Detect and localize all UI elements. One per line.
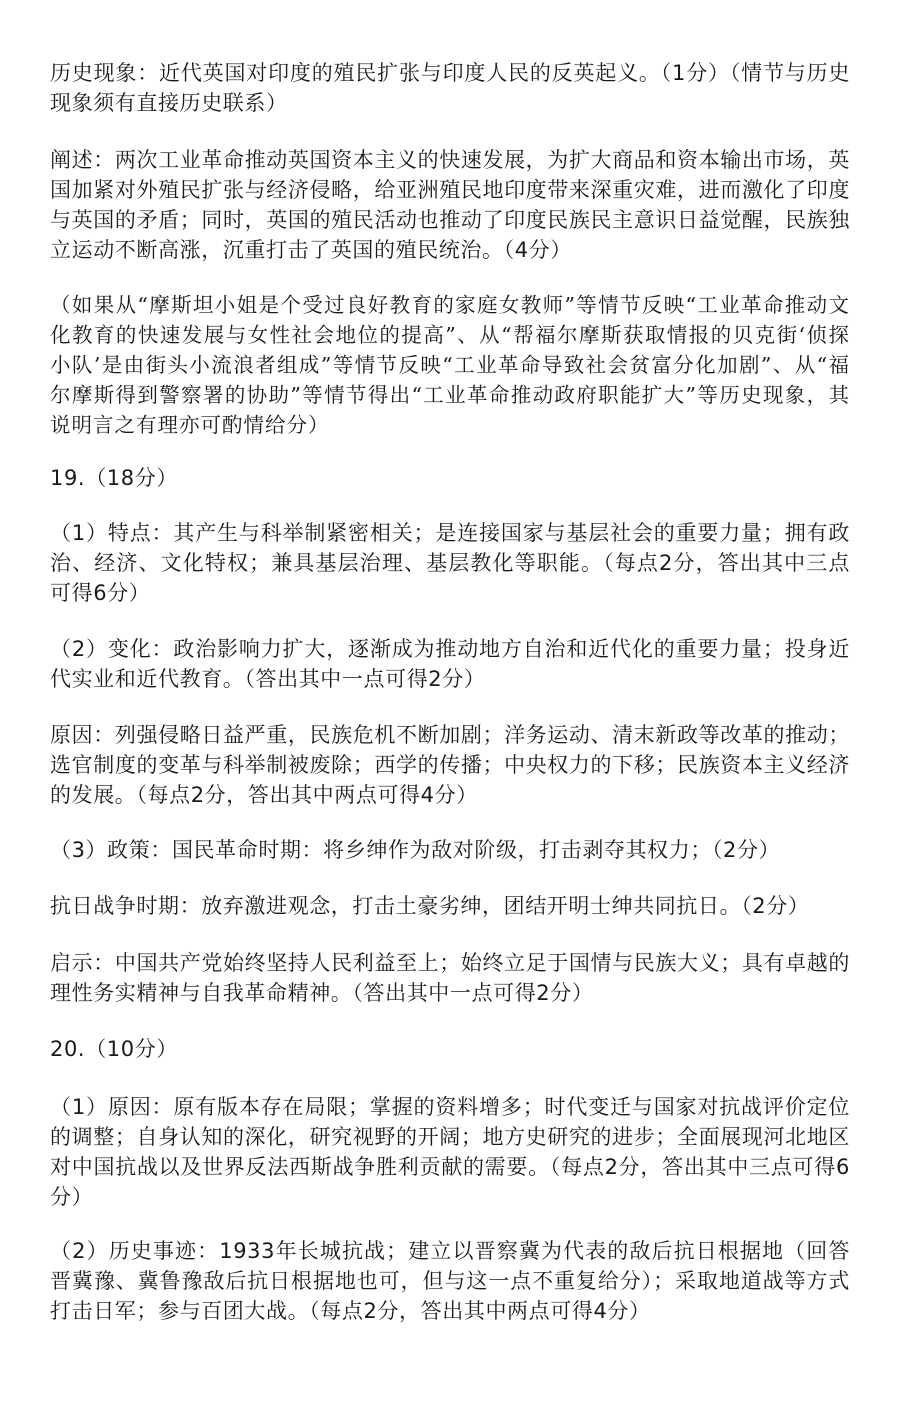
q19-part3-policy: （3）政策：国民革命时期：将乡绅作为敌对阶级，打击剥夺其权力；（2分） — [50, 838, 781, 862]
q19-part3-inspiration: 启示：中国共产党始终坚持人民利益至上；始终立足于国情与民族大义；具有卓越的理性务实精神与自我革命精神。（答出其中一点可得2分） — [50, 951, 850, 1005]
question-19-heading: 19.（18分） — [50, 466, 178, 490]
q19-part2-changes: （2）变化：政治影响力扩大，逐渐成为推动地方自治和近代化的重要力量；投身近代实业和近代教育。（答出其中一点可得2分） — [50, 637, 850, 691]
question-20-heading: 20.（10分） — [50, 1037, 178, 1061]
q19-part3-war-period: 抗日战争时期：放弃激进观念，打击土豪劣绅，团结开明士绅共同抗日。（2分） — [50, 894, 810, 918]
q19-part1-characteristics: （1）特点：其产生与科举制紧密相关；是连接国家与基层社会的重要力量；拥有政治、经济、文化特权；兼具基层治理、基层教化等职能。（每点2分，答出其中三点可得6分） — [50, 521, 850, 605]
q20-part1-reasons: （1）原因：原有版本存在局限；掌握的资料增多；时代变迁与国家对抗战评价定位的调整；自身认知的深化，研究视野的开阔；地方史研究的进步；全面展现河北地区对中国抗战以及世界反法西斯战争胜利贡献的需要。（每点2分，答出其中三点可得6分） — [50, 1095, 850, 1209]
q20-part2-deeds: （2）历史事迹：1933年长城抗战；建立以晋察冀为代表的敌后抗日根据地（回答晋冀豫、冀鲁豫敌后抗日根据地也可，但与这一点不重复给分）；采取地道战等方式打击日军；参与百团大战。（每点2分，答出其中两点可得4分） — [50, 1239, 850, 1323]
elaboration-paragraph: 阐述：两次工业革命推动英国资本主义的快速发展，为扩大商品和资本输出市场，英国加紧对外殖民扩张与经济侵略，给亚洲殖民地印度带来深重灾难，进而激化了印度与英国的矛盾；同时，英国的殖民活动也推动了印度民族民主意识日益觉醒，民族独立运动不断高涨，沉重打击了英国的殖民统治。（4分） — [50, 148, 850, 262]
scoring-note-paragraph: （如果从“摩斯坦小姐是个受过良好教育的家庭女教师”等情节反映“工业革命推动文化教育的快速发展与女性社会地位的提高”、从“帮福尔摩斯获取情报的贝克街‘侦探小队’是由街头小流浪者组成”等情节反映“工业革命导致社会贫富分化加剧”、从“福尔摩斯得到警察署的协助”等情节得出“工业革命推动政府职能扩大”等历史现象，其说明言之有理亦可酌情给分） — [50, 293, 850, 437]
q19-part2-reasons: 原因：列强侵略日益严重，民族危机不断加剧；洋务运动、清末新政等改革的推动；选官制度的变革与科举制被废除；西学的传播；中央权力的下移；民族资本主义经济的发展。（每点2分，答出其中两点可得4分） — [50, 723, 850, 807]
historical-phenomenon-paragraph: 历史现象：近代英国对印度的殖民扩张与印度人民的反英起义。（1分）（情节与历史现象须有直接历史联系） — [50, 61, 850, 115]
